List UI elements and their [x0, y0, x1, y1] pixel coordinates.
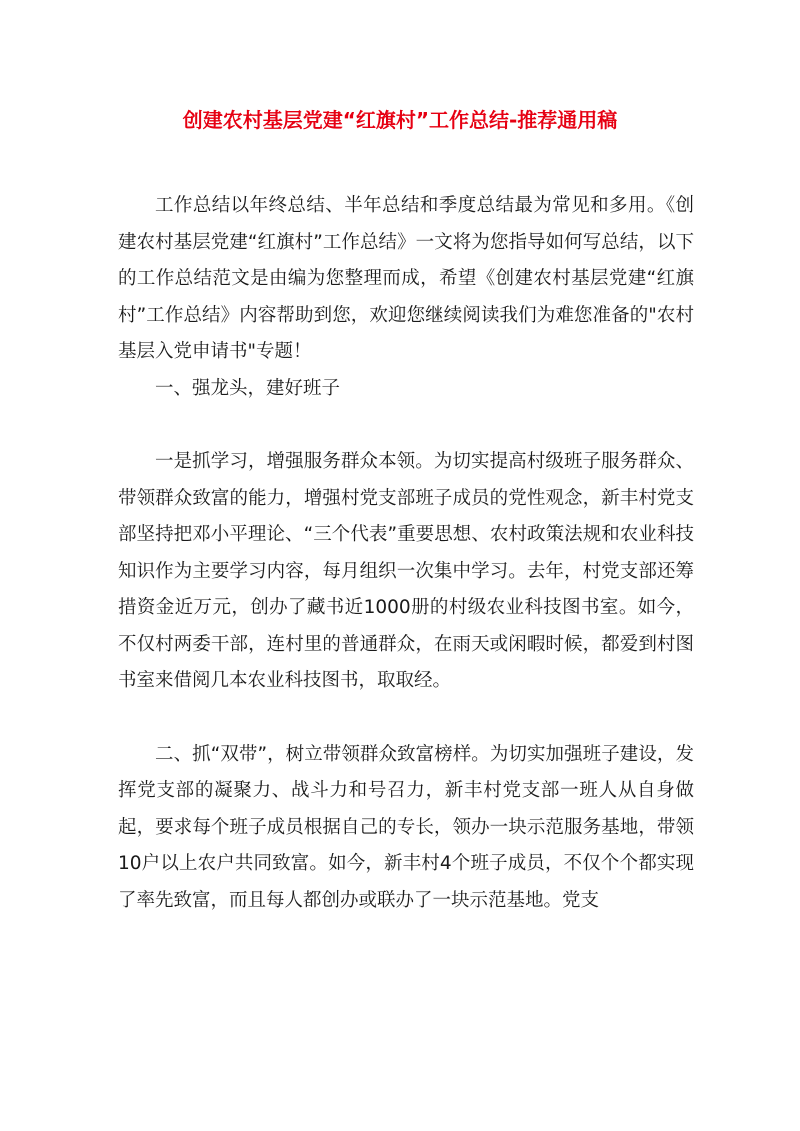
intro-paragraph: 工作总结以年终总结、半年总结和季度总结最为常见和多用。《创建农村基层党建“红旗村”工作总结》一文将为您指导如何写总结，以下的工作总结范文是由编为您整理而成，希望《创建农村基层党建“红旗村”工作总结》内容帮助到您，欢迎您继续阅读我们为难您准备的"农村基层入党申请书"专题！ — [118, 195, 694, 362]
document-body — [118, 188, 694, 919]
body-paragraph: 一是抓学习，增强服务群众本领。为切实提高村级班子服务群众、带领群众致富的能力，增强村党支部班子成员的党性观念，新丰村党支部坚持把邓小平理论、“三个代表”重要思想、农村政策法规和农业科技知识作为主要学习内容，每月组织一次集中学习。去年，村党支部还筹措资金近万元，创办了藏书近1000册的村级农业科技图书室。如今，不仅村两委干部，连村里的普通群众，在雨天或闲暇时候，都爱到村图书室来借阅几本农业科技图书，取取经。 — [118, 451, 694, 691]
document-title: 创建农村基层党建“红旗村”工作总结-推荐通用稿 — [182, 108, 618, 132]
body-paragraph: 二、抓“双带”，树立带领群众致富榜样。为切实加强班子建设，发挥党支部的凝聚力、战斗力和号召力，新丰村党支部一班人从自身做起，要求每个班子成员根据自己的专长，领办一块示范服务基地，带领10户以上农户共同致富。如今，新丰村4个班子成员，不仅个个都实现了率先致富，而且每人都创办或联办了一块示范基地。党支 — [118, 743, 694, 911]
paragraph-gap — [118, 407, 694, 444]
paragraph-gap — [118, 700, 694, 737]
section-heading: 一、强龙头，建好班子 — [155, 377, 341, 399]
